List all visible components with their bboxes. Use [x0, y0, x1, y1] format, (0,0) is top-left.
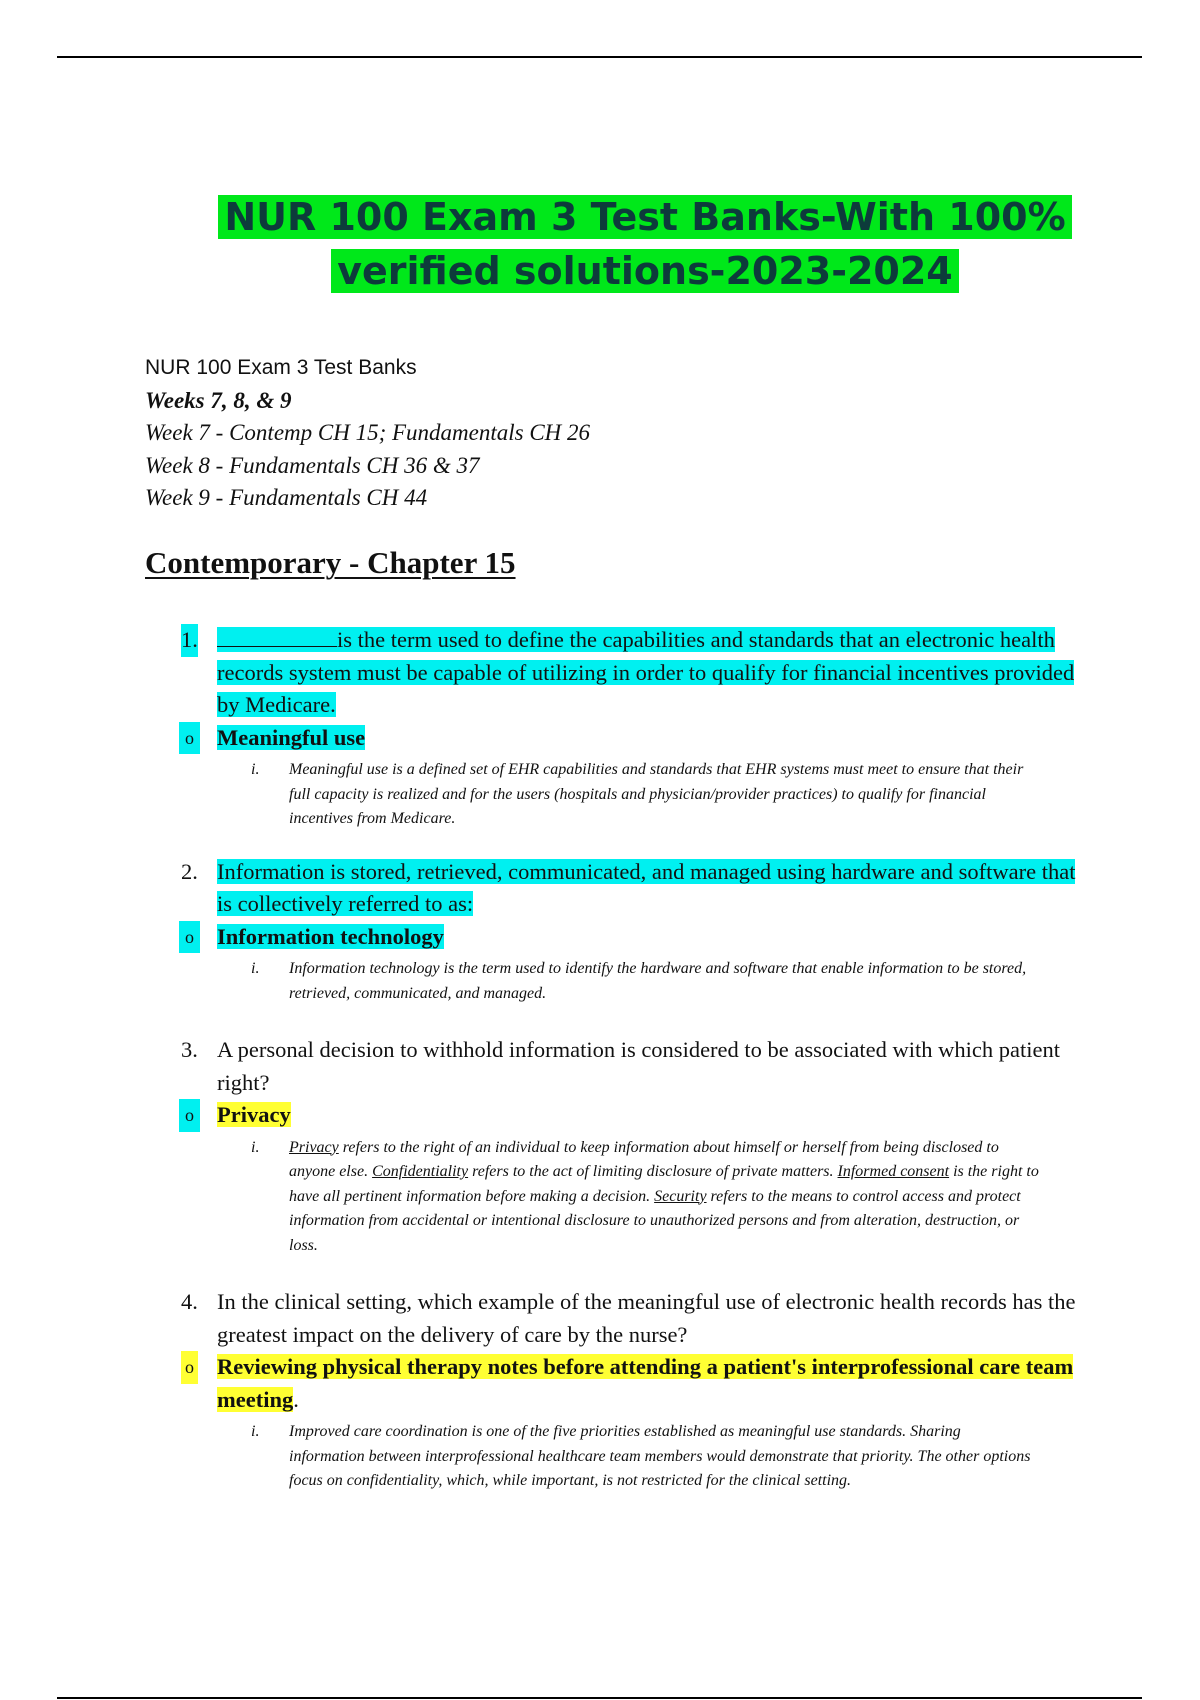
answer-text: Information technology — [217, 923, 444, 949]
bullet-icon: o — [179, 921, 200, 954]
answer-blank — [217, 624, 337, 647]
course-meta — [145, 352, 590, 515]
question-text: is the term used to define the capabilities and standards that an electronic health records system must be capable of utilizing in order to qualify for financial incentives provided by Medicare. — [217, 627, 1075, 717]
question-list — [145, 624, 1095, 1494]
bullet-icon: o — [179, 1099, 200, 1132]
question-3 — [145, 1034, 1095, 1099]
rationale-2 — [145, 957, 1039, 1006]
question-number: 4. — [181, 1289, 198, 1314]
week-7-line: Week 7 - Contemp CH 15; Fundamentals CH 26 — [145, 420, 591, 445]
rationale-4 — [145, 1420, 1039, 1494]
question-number: 2. — [181, 858, 198, 884]
subtitle: NUR 100 Exam 3 Test Banks — [145, 356, 417, 379]
rationale-1 — [145, 758, 1039, 832]
document-title — [200, 190, 1090, 298]
title-line-1: NUR 100 Exam 3 Test Banks-With 100% — [218, 195, 1071, 239]
week-9-line: Week 9 - Fundamentals CH 44 — [145, 485, 428, 510]
term-informed-consent: Informed consent — [837, 1163, 950, 1180]
term-security: Security — [654, 1187, 707, 1205]
section-title: Contemporary - Chapter 15 — [145, 545, 516, 580]
rationale-number: i. — [251, 1423, 260, 1440]
question-text: Information is stored, retrieved, communicated, and managed using hardware and software that is collectively referred to as: — [217, 858, 1076, 916]
top-rule — [57, 56, 1142, 58]
question-text: A personal decision to withhold information is considered to be associated with which patient right? — [217, 1037, 1060, 1095]
answer-3 — [145, 1099, 1095, 1132]
bullet-icon: o — [181, 1351, 198, 1384]
question-number: 1. — [181, 624, 198, 657]
rationale-text: Improved care coordination is one of the five priorities established as meaningful use standards. Sharing information between interprofessional healthcare team members would demonstrate that priority. The other options focus on confidentiality, which, while important, is not restricted for the clinical setting. — [289, 1423, 1031, 1489]
rationale-3: i. Privacy refers to the right of an individual to keep information about himself or herself from being disclosed to anyone else. Confidentiality refers to the act of limiting disclosure of private matters. Informed consent is the right to have all pertinent information before making a decision. Security refers to the means to control access and protect information from accidental or intentional disclosure to unauthorized persons and from alteration, destruction, or loss. — [145, 1136, 1039, 1259]
term-privacy: Privacy — [289, 1138, 339, 1156]
answer-text: Privacy — [217, 1102, 291, 1127]
question-4 — [145, 1286, 1095, 1351]
rationale-number: i. — [251, 960, 260, 977]
rationale-number: i. — [251, 761, 260, 778]
term-confidentiality: Confidentiality — [372, 1163, 469, 1180]
answer-1 — [145, 722, 1095, 755]
question-text: In the clinical setting, which example of the meaningful use of electronic health records has the greatest impact on the delivery of care by the nurse? — [217, 1289, 1076, 1347]
question-2 — [145, 856, 1095, 921]
weeks-heading: Weeks 7, 8, & 9 — [145, 387, 292, 413]
answer-4: o Reviewing physical therapy notes before attending a patient's interprofessional care team meeting. — [145, 1351, 1095, 1416]
question-1 — [145, 624, 1095, 722]
rationale-text: Meaningful use is a defined set of EHR capabilities and standards that EHR systems must meet to ensure that their full capacity is realized and for the users (hospitals and physician/provider practices) to qualify for financial incentives from Medicare. — [289, 761, 1024, 827]
bottom-rule — [57, 1697, 1142, 1699]
bullet-icon: o — [179, 722, 200, 755]
rationale-number: i. — [251, 1138, 260, 1156]
rationale-text: Information technology is the term used to identify the hardware and software that enable information to be stored, retrieved, communicated, and managed. — [289, 960, 1027, 1002]
answer-2 — [145, 921, 1095, 954]
answer-text: Reviewing physical therapy notes before attending a patient's interprofessional care team meeting — [217, 1354, 1074, 1412]
question-number: 3. — [181, 1037, 198, 1062]
week-8-line: Week 8 - Fundamentals CH 36 & 37 — [145, 452, 480, 478]
answer-text: Meaningful use — [217, 724, 366, 750]
title-line-2: verified solutions-2023-2024 — [331, 249, 959, 293]
